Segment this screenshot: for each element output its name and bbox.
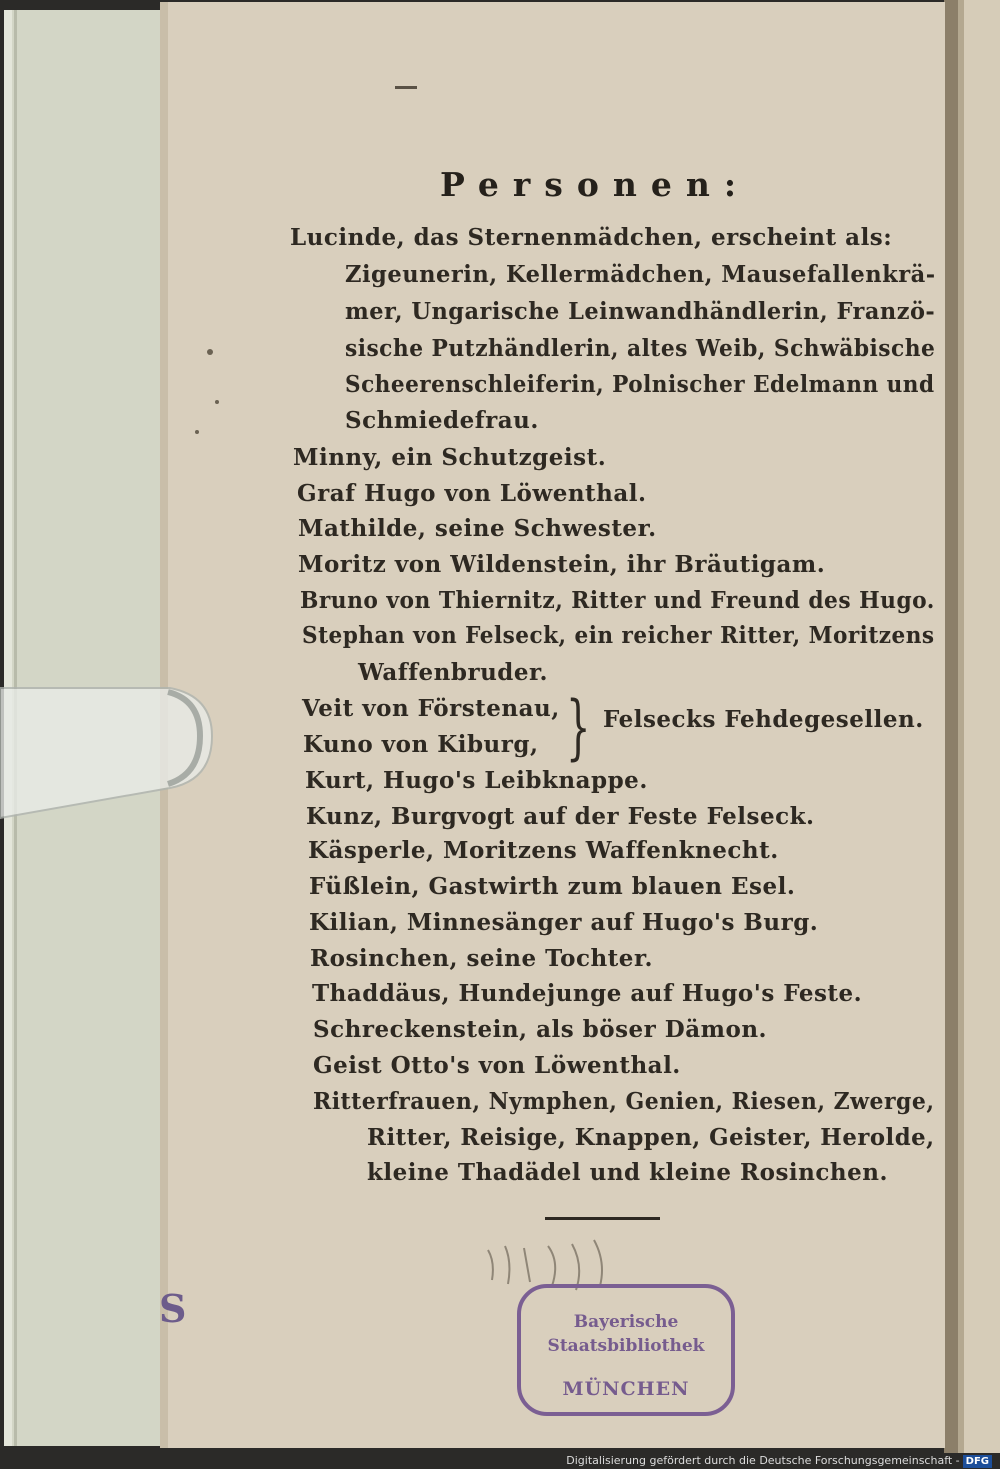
- cast-entry: sische Putzhändlerin, altes Weib, Schwäbische: [345, 335, 936, 362]
- cast-entry: Füßlein, Gastwirth zum blauen Esel.: [309, 873, 796, 900]
- end-rule: [545, 1217, 660, 1220]
- footer-credit: [0, 1453, 992, 1469]
- footer-text: Digitalisierung gefördert durch die Deutsche Forschungsgemeinschaft -: [566, 1454, 960, 1467]
- cast-entry: Minny, ein Schutzgeist.: [293, 444, 607, 471]
- cast-entry: Ritter, Reisige, Knappen, Geister, Herolde,: [367, 1124, 935, 1151]
- cast-entry: Thaddäus, Hundejunge auf Hugo's Feste.: [312, 980, 863, 1007]
- cast-entry: Käsperle, Moritzens Waffenknecht.: [308, 837, 779, 864]
- cast-entry: Schmiedefrau.: [345, 407, 539, 434]
- cast-entry: Veit von Förstenau,: [302, 695, 560, 722]
- cast-entry: Kunz, Burgvogt auf der Feste Felseck.: [306, 803, 815, 830]
- dfg-logo: DFG: [963, 1455, 992, 1468]
- stamp-line: Staatsbibliothek: [547, 1336, 705, 1356]
- cast-entry: Mathilde, seine Schwester.: [298, 515, 657, 542]
- cast-entry: Felsecks Fehdegesellen.: [603, 706, 924, 733]
- cast-entry: Ritterfrauen, Nymphen, Genien, Riesen, Zwerge,: [313, 1088, 935, 1115]
- grouping-brace: }: [566, 686, 591, 768]
- page-title: Personen:: [440, 165, 751, 204]
- library-stamp: [517, 1284, 735, 1416]
- cast-entry: Schreckenstein, als böser Dämon.: [313, 1016, 768, 1043]
- stamp-line: Bayerische: [573, 1312, 679, 1332]
- svg-text:S: S: [159, 1286, 187, 1331]
- cast-entry: Scheerenschleiferin, Polnischer Edelmann und: [345, 371, 935, 398]
- cast-entry: Kurt, Hugo's Leibknappe.: [305, 767, 648, 794]
- cast-entry: Kuno von Kiburg,: [303, 731, 539, 758]
- cast-entry: Kilian, Minnesänger auf Hugo's Burg.: [309, 909, 819, 936]
- cast-entry: Stephan von Felseck, ein reicher Ritter, Moritzens: [302, 622, 935, 649]
- cast-entry: Lucinde, das Sternenmädchen, erscheint als:: [290, 224, 893, 251]
- cast-entry: Geist Otto's von Löwenthal.: [313, 1052, 681, 1079]
- cast-entry: kleine Thadädel und kleine Rosinchen.: [367, 1159, 888, 1186]
- cast-entry: Moritz von Wildenstein, ihr Bräutigam.: [298, 551, 826, 578]
- cast-entry: Rosinchen, seine Tochter.: [310, 945, 653, 972]
- stamp-line: MÜNCHEN: [562, 1378, 690, 1400]
- cast-entry: mer, Ungarische Leinwandhändlerin, Franzö-: [345, 298, 936, 325]
- cast-entry: Zigeunerin, Kellermädchen, Mausefallenkrä-: [345, 261, 936, 288]
- cast-entry: Graf Hugo von Löwenthal.: [297, 480, 647, 507]
- cast-entry: Waffenbruder.: [358, 659, 549, 686]
- cast-entry: Bruno von Thiernitz, Ritter und Freund des Hugo.: [300, 587, 935, 614]
